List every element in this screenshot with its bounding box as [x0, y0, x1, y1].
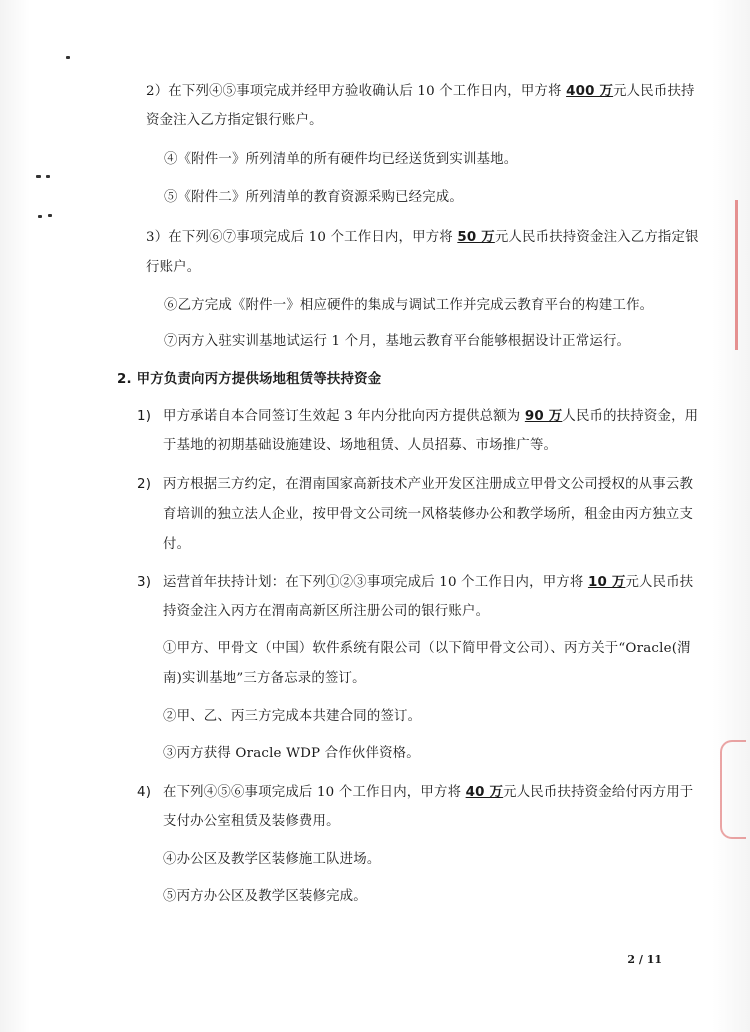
section-heading: [117, 371, 381, 389]
funding-amount: 50 万: [457, 230, 495, 245]
text-line: [163, 437, 557, 455]
text-segment: 3): [137, 575, 152, 590]
text-segment: ⑥乙方完成《附件一》相应硬件的集成与调试工作并完成云教育平台的构建工作。: [164, 298, 654, 313]
text-line: [164, 297, 653, 315]
text-line: [146, 112, 323, 130]
funding-amount: 10 万: [587, 575, 626, 590]
text-segment: 人民币的扶持资金，用: [562, 409, 699, 424]
text-line: [146, 83, 695, 101]
scan-speck: [36, 175, 41, 178]
text-segment: 运营首年扶持计划：在下列①②③事项完成后 10 个工作日内，甲方将: [163, 575, 588, 590]
list-number: [137, 408, 151, 426]
seal-fragment: [735, 200, 750, 350]
text-segment: 元人民币扶: [625, 575, 694, 590]
text-segment: 甲方承诺自本合同签订生效起 3 年内分批向丙方提供总额为: [163, 409, 525, 424]
text-line: [163, 708, 421, 726]
text-line: [163, 851, 380, 869]
scan-speck: [66, 56, 70, 59]
text-segment: 育培训的独立法人企业，按甲骨文公司统一风格装修办公和教学场所，租金由丙方独立支: [163, 507, 694, 522]
text-line: [163, 506, 693, 524]
text-segment: 2. 甲方负责向丙方提供场地租赁等扶持资金: [117, 372, 382, 387]
text-line: [163, 640, 691, 658]
text-segment: 3）在下列⑥⑦事项完成后 10 个工作日内，甲方将: [146, 230, 458, 245]
text-line: [164, 151, 517, 169]
text-segment: ②甲、乙、丙三方完成本共建合同的签订。: [163, 709, 422, 724]
list-number: [137, 574, 151, 592]
text-segment: ④《附件一》所列清单的所有硬件均已经送货到实训基地。: [164, 152, 518, 167]
text-line: [146, 259, 200, 277]
text-segment: ③丙方获得 Oracle WDP 合作伙伴资格。: [163, 746, 420, 761]
text-segment: 元人民币扶持资金给付丙方用于: [503, 785, 694, 800]
funding-amount: 90 万: [524, 409, 563, 424]
text-segment: 南)实训基地”三方备忘录的签订。: [163, 671, 366, 686]
text-segment: 元人民币扶持: [613, 84, 695, 99]
funding-amount: 40 万: [465, 785, 504, 800]
text-segment: 资金注入乙方指定银行账户。: [146, 113, 323, 128]
text-segment: 元人民币扶持资金注入乙方指定银: [494, 230, 699, 245]
text-segment: 1): [137, 409, 152, 424]
text-segment: 持资金注入丙方在渭南高新区所注册公司的银行账户。: [163, 604, 490, 619]
text-segment: 丙方根据三方约定，在渭南国家高新技术产业开发区注册成立甲骨文公司授权的从事云教: [163, 477, 694, 492]
text-segment: 支付办公室租赁及装修费用。: [163, 814, 340, 829]
text-line: [163, 408, 698, 426]
text-line: [163, 745, 420, 763]
text-segment: ⑦丙方入驻实训基地试运行 1 个月，基地云教育平台能够根据设计正常运行。: [164, 334, 631, 349]
text-line: [164, 189, 463, 207]
text-segment: ④办公区及教学区装修施工队进场。: [163, 852, 381, 867]
scan-speck: [48, 214, 52, 217]
scan-speck: [38, 215, 42, 218]
text-segment: 在下列④⑤⑥事项完成后 10 个工作日内，甲方将: [163, 785, 466, 800]
text-line: [163, 670, 366, 688]
text-line: [164, 333, 630, 351]
text-segment: 于基地的初期基础设施建设、场地租赁、人员招募、市场推广等。: [163, 438, 558, 453]
text-segment: ①甲方、甲骨文（中国）软件系统有限公司（以下简甲骨文公司）、丙方关于“Oracle(渭: [163, 641, 691, 656]
text-segment: 行账户。: [146, 260, 201, 275]
text-line: [163, 888, 367, 906]
scan-speck: [46, 175, 50, 178]
text-segment: ⑤《附件二》所列清单的教育资源采购已经完成。: [164, 190, 463, 205]
text-line: [163, 603, 489, 621]
text-line: [163, 813, 340, 831]
text-segment: ⑤丙方办公区及教学区装修完成。: [163, 889, 367, 904]
funding-amount: 400 万: [566, 84, 614, 99]
page-number: 2 / 11: [627, 953, 662, 966]
text-segment: 4): [137, 785, 152, 800]
text-segment: 2): [137, 477, 152, 492]
text-line: [163, 476, 693, 494]
list-number: [137, 784, 151, 802]
list-number: [137, 476, 151, 494]
seal-fragment: [720, 740, 746, 839]
text-line: [163, 784, 693, 802]
text-segment: 付。: [163, 537, 191, 552]
text-segment: 2）在下列④⑤事项完成并经甲方验收确认后 10 个工作日内，甲方将: [146, 84, 567, 99]
text-line: [163, 574, 693, 592]
text-line: [146, 229, 699, 247]
text-line: [163, 536, 190, 554]
